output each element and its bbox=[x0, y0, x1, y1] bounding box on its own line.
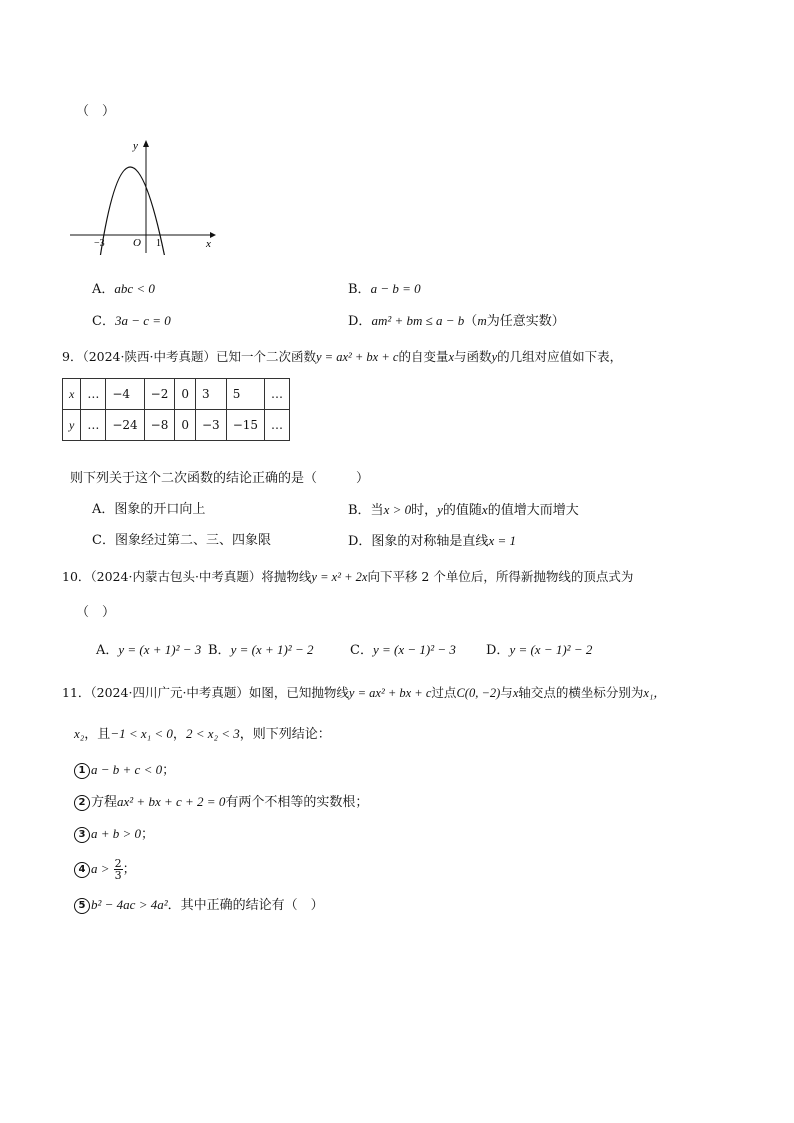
q8-answer-blank: （ ） bbox=[76, 104, 116, 119]
graph-x-label: x bbox=[206, 238, 211, 250]
circled-number: 4 bbox=[74, 862, 90, 878]
table-cell: … bbox=[81, 410, 106, 441]
table-cell: −4 bbox=[106, 379, 144, 410]
table-cell: … bbox=[265, 410, 290, 441]
table-cell: … bbox=[265, 379, 290, 410]
q10-option-b: B．y = (x + 1)² − 2 bbox=[208, 642, 314, 658]
graph-y-label: y bbox=[133, 140, 138, 152]
table-cell: 3 bbox=[196, 379, 227, 410]
graph-tick-neg3: −3 bbox=[94, 238, 105, 249]
q11-conditions: x₂，且−1 < x₁ < 0，2 < x₂ < 3，则下列结论： bbox=[74, 726, 331, 742]
table-cell: 5 bbox=[226, 379, 264, 410]
q9-option-c: C．图象经过第二、三、四象限 bbox=[92, 533, 271, 548]
q9-option-d: D．图象的对称轴是直线x = 1 bbox=[348, 533, 516, 549]
q10-answer-blank: （ ） bbox=[76, 605, 116, 620]
fraction-two-thirds: $\frac{2}{3}$ bbox=[114, 857, 122, 882]
table-cell: −8 bbox=[144, 410, 175, 441]
q8-option-b: B．a − b = 0 bbox=[348, 281, 421, 297]
q11-statement-2: 2 方程ax² + bx + c + 2 = 0有两个不相等的实数根； bbox=[74, 793, 368, 812]
table-cell: … bbox=[81, 379, 106, 410]
table-cell: −3 bbox=[196, 410, 227, 441]
q11-statement-1: 1 a − b + c < 0； bbox=[74, 761, 175, 780]
q11-statement-3: 3 a + b > 0； bbox=[74, 825, 154, 844]
circled-number: 2 bbox=[74, 795, 90, 811]
q9-stem: 9．（2024·陕西·中考真题）已知一个二次函数y = ax² + bx + c的自变量x与函数y的几组对应值如下表， bbox=[62, 349, 623, 364]
circled-number: 3 bbox=[74, 827, 90, 843]
q11-statement-5: 5 b² − 4ac > 4a²．其中正确的结论有（ ） bbox=[74, 896, 324, 915]
circled-number: 1 bbox=[74, 763, 90, 779]
table-row-y bbox=[63, 410, 290, 441]
q10-stem: 10．（2024·内蒙古包头·中考真题）将抛物线y = x² + 2x向下平移 2 个单位后，所得新抛物线的顶点式为 bbox=[62, 569, 634, 584]
q9-option-a: A．图象的开口向上 bbox=[92, 502, 206, 517]
graph-tick-1: 1 bbox=[156, 238, 161, 249]
graph-origin-label: O bbox=[133, 237, 141, 249]
q9-value-table bbox=[62, 378, 290, 441]
table-cell: x bbox=[63, 379, 81, 410]
q10-option-d: D．y = (x − 1)² − 2 bbox=[486, 642, 593, 658]
table-cell: 0 bbox=[175, 379, 196, 410]
circled-number: 5 bbox=[74, 898, 90, 914]
table-row-x bbox=[63, 379, 290, 410]
q10-option-a: A．y = (x + 1)² − 3 bbox=[96, 642, 202, 658]
q11-statement-4: 4 a > $\frac{2}{3}$ ； bbox=[74, 856, 136, 883]
q9-question: 则下列关于这个二次函数的结论正确的是（ ） bbox=[70, 471, 370, 486]
table-cell: 0 bbox=[175, 410, 196, 441]
q9-option-b: B．当x > 0时，y的值随x的值增大而增大 bbox=[348, 502, 579, 518]
table-cell: −15 bbox=[226, 410, 264, 441]
table-cell: −24 bbox=[106, 410, 144, 441]
q8-option-d: D．am² + bm ≤ a − b（m为任意实数） bbox=[348, 313, 565, 329]
table-cell: y bbox=[63, 410, 81, 441]
q11-stem: 11．（2024·四川广元·中考真题）如图，已知抛物线y = ax² + bx + c过点C(0, −2)与x轴交点的横坐标分别为x₁， bbox=[62, 685, 666, 700]
q10-option-c: C．y = (x − 1)² − 3 bbox=[350, 642, 456, 658]
q8-option-a: A．abc < 0 bbox=[92, 281, 155, 297]
q8-option-c: C．3a − c = 0 bbox=[92, 313, 171, 329]
table-cell: −2 bbox=[144, 379, 175, 410]
q8-parabola-graph bbox=[66, 135, 226, 255]
